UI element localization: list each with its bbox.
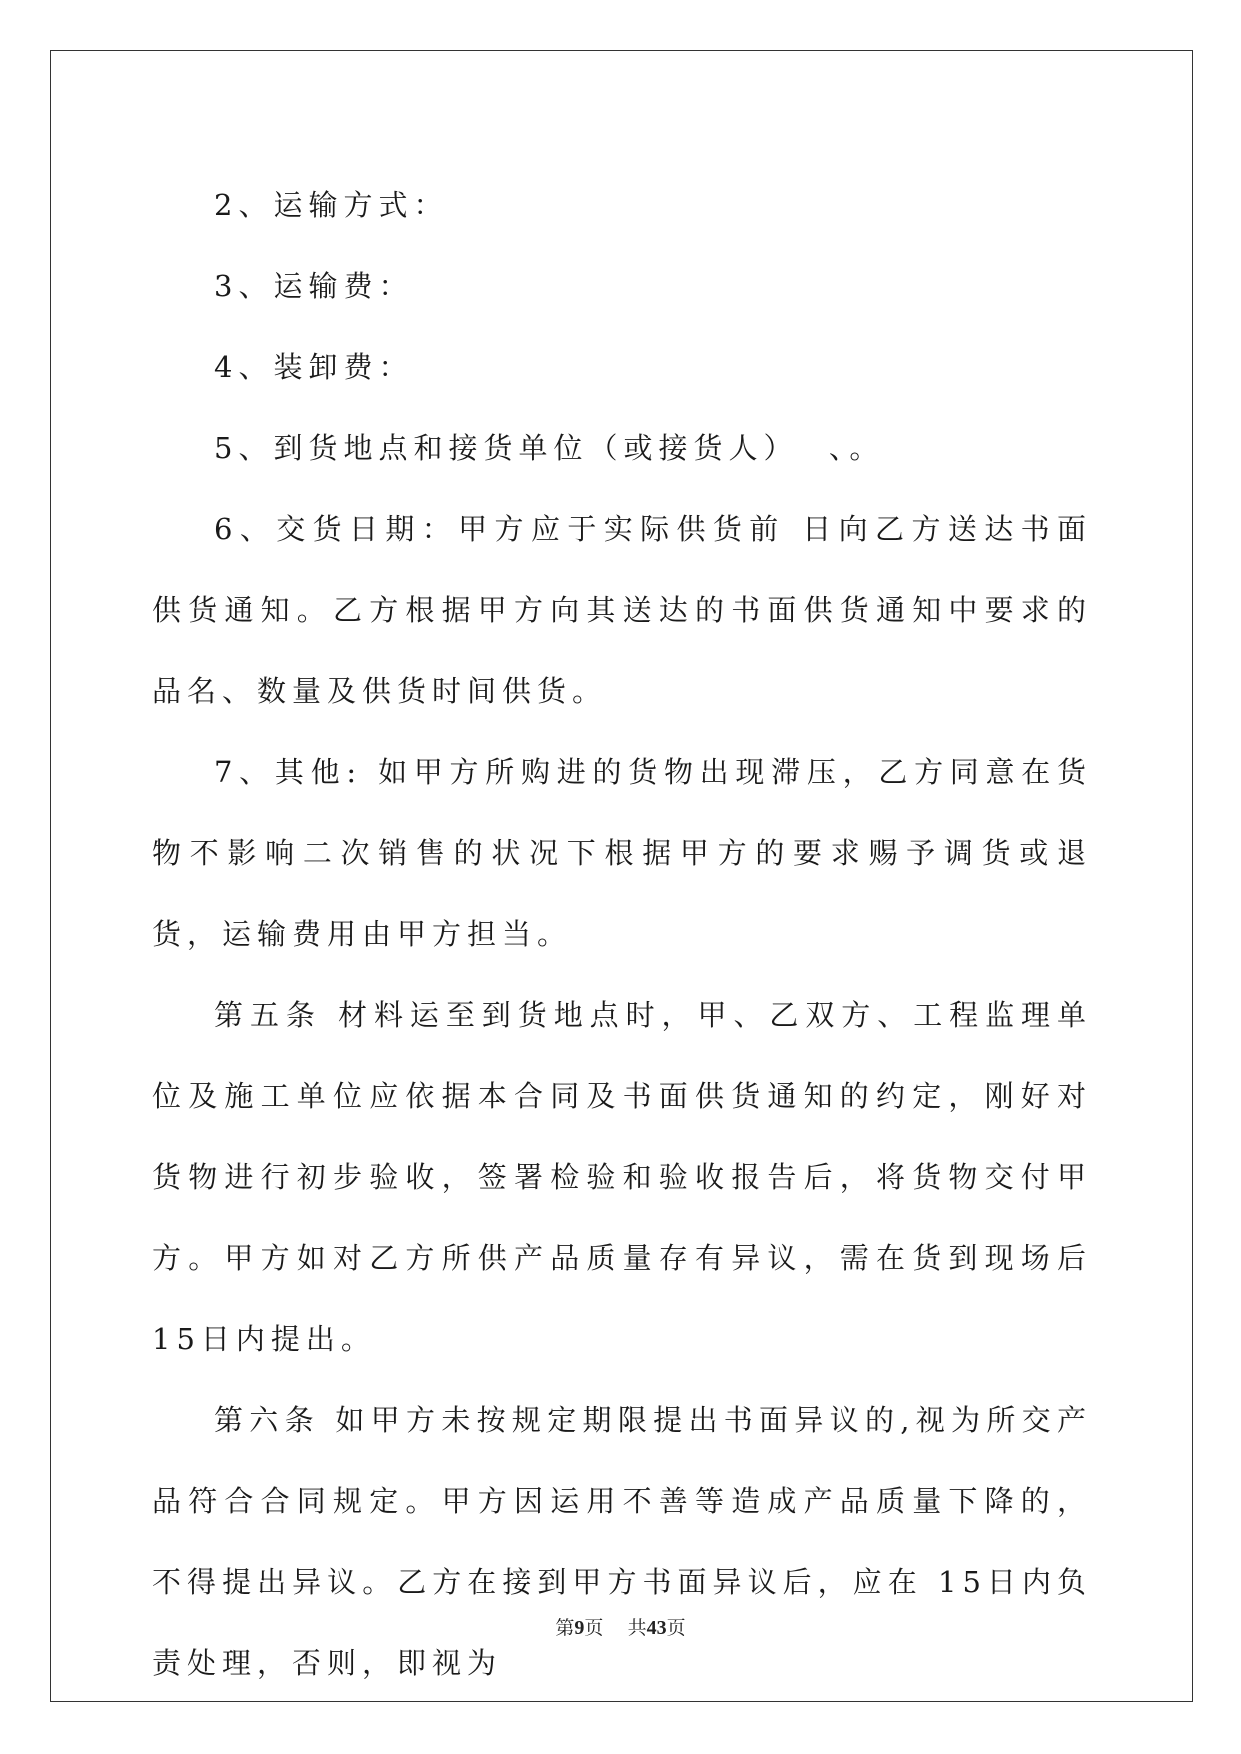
footer-page-suffix: 页 xyxy=(584,1617,604,1639)
paragraph: 第六条 如甲方未按规定期限提出书面异议的,视为所交产品符合合同规定。甲方因运用不善等造成产品质量下降的，不得提出异议。乙方在接到甲方书面异议后，应在 15日内负责处理，否则，即视为 xyxy=(152,1403,1092,1680)
paragraph: 3、运输费： xyxy=(214,269,414,303)
footer-prefix: 第 xyxy=(555,1617,575,1639)
paragraph: 7、其他: 如甲方所购进的货物出现滞压，乙方同意在货物不影响二次销售的状况下根据甲方的要求赐予调货或退货，运输费用由甲方担当。 xyxy=(152,755,1092,951)
footer-total-suffix: 页 xyxy=(666,1617,686,1639)
paragraph: 2、运输方式： xyxy=(214,188,449,222)
total-pages: 43 xyxy=(646,1617,667,1639)
document-body xyxy=(152,165,1092,1704)
page-footer xyxy=(0,1613,1241,1640)
paragraph: 5、到货地点和接货单位（或接货人） 、。 xyxy=(214,431,885,465)
page-number: 9 xyxy=(574,1617,585,1639)
footer-total-prefix: 共 xyxy=(627,1617,647,1639)
paragraph: 6、交货日期：甲方应于实际供货前 日向乙方送达书面供货通知。乙方根据甲方向其送达的书面供货通知中要求的品名、数量及供货时间供货。 xyxy=(152,512,1092,708)
paragraph: 第五条 材料运至到货地点时，甲、乙双方、工程监理单位及施工单位应依据本合同及书面供货通知的约定，刚好对货物进行初步验收，签署检验和验收报告后，将货物交付甲方。甲方如对乙方所供产品质量存有异议，需在货到现场后15日内提出。 xyxy=(152,998,1092,1356)
paragraph: 4、装卸费： xyxy=(214,350,414,384)
